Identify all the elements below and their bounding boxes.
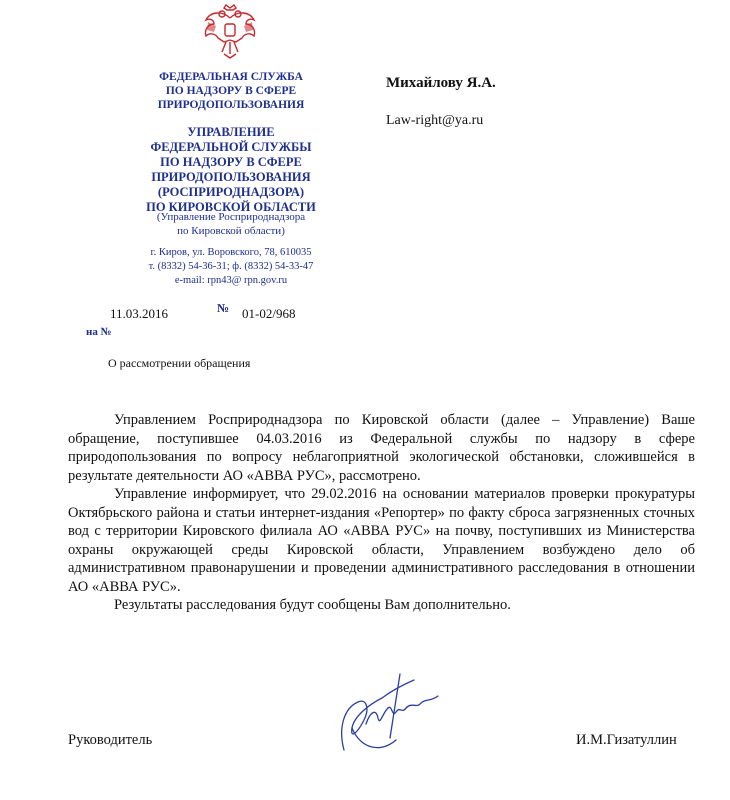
dept-line: УПРАВЛЕНИЕ <box>187 125 275 139</box>
subject-line: О рассмотрении обращения <box>108 356 251 370</box>
coat-of-arms-emblem <box>200 4 260 60</box>
department-short-name <box>118 210 344 238</box>
dept-line: ПРИРОДОПОЛЬЗОВАНИЯ <box>151 170 311 184</box>
registration-number-label: № <box>217 301 230 315</box>
email: e-mail: rpn43@ rpn.gov.ru <box>174 275 288 286</box>
dept-line: ПО КИРОВСКОЙ ОБЛАСТИ <box>146 200 316 214</box>
recipient-name: Михайлову Я.А. <box>386 75 496 91</box>
recipient-email: Law-right@ya.ru <box>386 113 484 128</box>
org-line: ПО НАДЗОРУ В СФЕРЕ <box>165 85 297 97</box>
org-line: ПРИРОДОПОЛЬЗОВАНИЯ <box>157 99 305 111</box>
dept-line: (РОСПРИРОДНАДЗОРА) <box>157 185 305 199</box>
paragraph: Управлением Росприроднадзора по Кировской области (далее – Управление) Ваше обращение, поступившее 04.03.2016 из Федеральной службы по надзору в сфере природопользования по вопросу неблагоприятной экологической обстановки, сложившейся в результате деятельности АО «АВВА РУС», рассмотрено. <box>68 412 695 484</box>
registration-number: 01-02/968 <box>242 306 296 321</box>
dept-short-line: (Управление Росприроднадзора <box>156 211 306 223</box>
handwritten-signature <box>330 668 450 764</box>
phones: т. (8332) 54-36-31; ф. (8332) 54-33-47 <box>148 261 314 272</box>
registration-date: 11.03.2016 <box>110 306 169 321</box>
dept-short-line: по Кировской области) <box>177 225 285 237</box>
org-line: ФЕДЕРАЛЬНАЯ СЛУЖБА <box>159 71 303 83</box>
letter-body <box>68 411 695 615</box>
paragraph: Результаты расследования будут сообщены Вам дополнительно. <box>114 597 511 613</box>
dept-line: ПО НАДЗОРУ В СФЕРЕ <box>160 155 302 169</box>
address: г. Киров, ул. Воровского, 78, 610035 <box>150 247 312 258</box>
org-name <box>118 70 344 112</box>
contact-block <box>118 246 344 288</box>
signer-name: И.М.Гизатуллин <box>576 732 677 748</box>
signer-title: Руководитель <box>68 732 153 748</box>
reference-label: на № <box>86 326 112 338</box>
dept-line: ФЕДЕРАЛЬНОЙ СЛУЖБЫ <box>150 140 312 154</box>
paragraph: Управление информирует, что 29.02.2016 на основании материалов проверки прокуратуры Октябрьского района и статьи интернет-издания «Репортер» по факту сброса загрязненных сточных вод с территории Кировского филиала АО «АВВА РУС» на почву, поступивших из Министерства охраны окружающей среды Кировской области, Управлением возбуждено дело об административном правонарушении и проведении административного расследования в отношении АО «АВВА РУС». <box>68 486 695 595</box>
department-name <box>118 125 344 215</box>
